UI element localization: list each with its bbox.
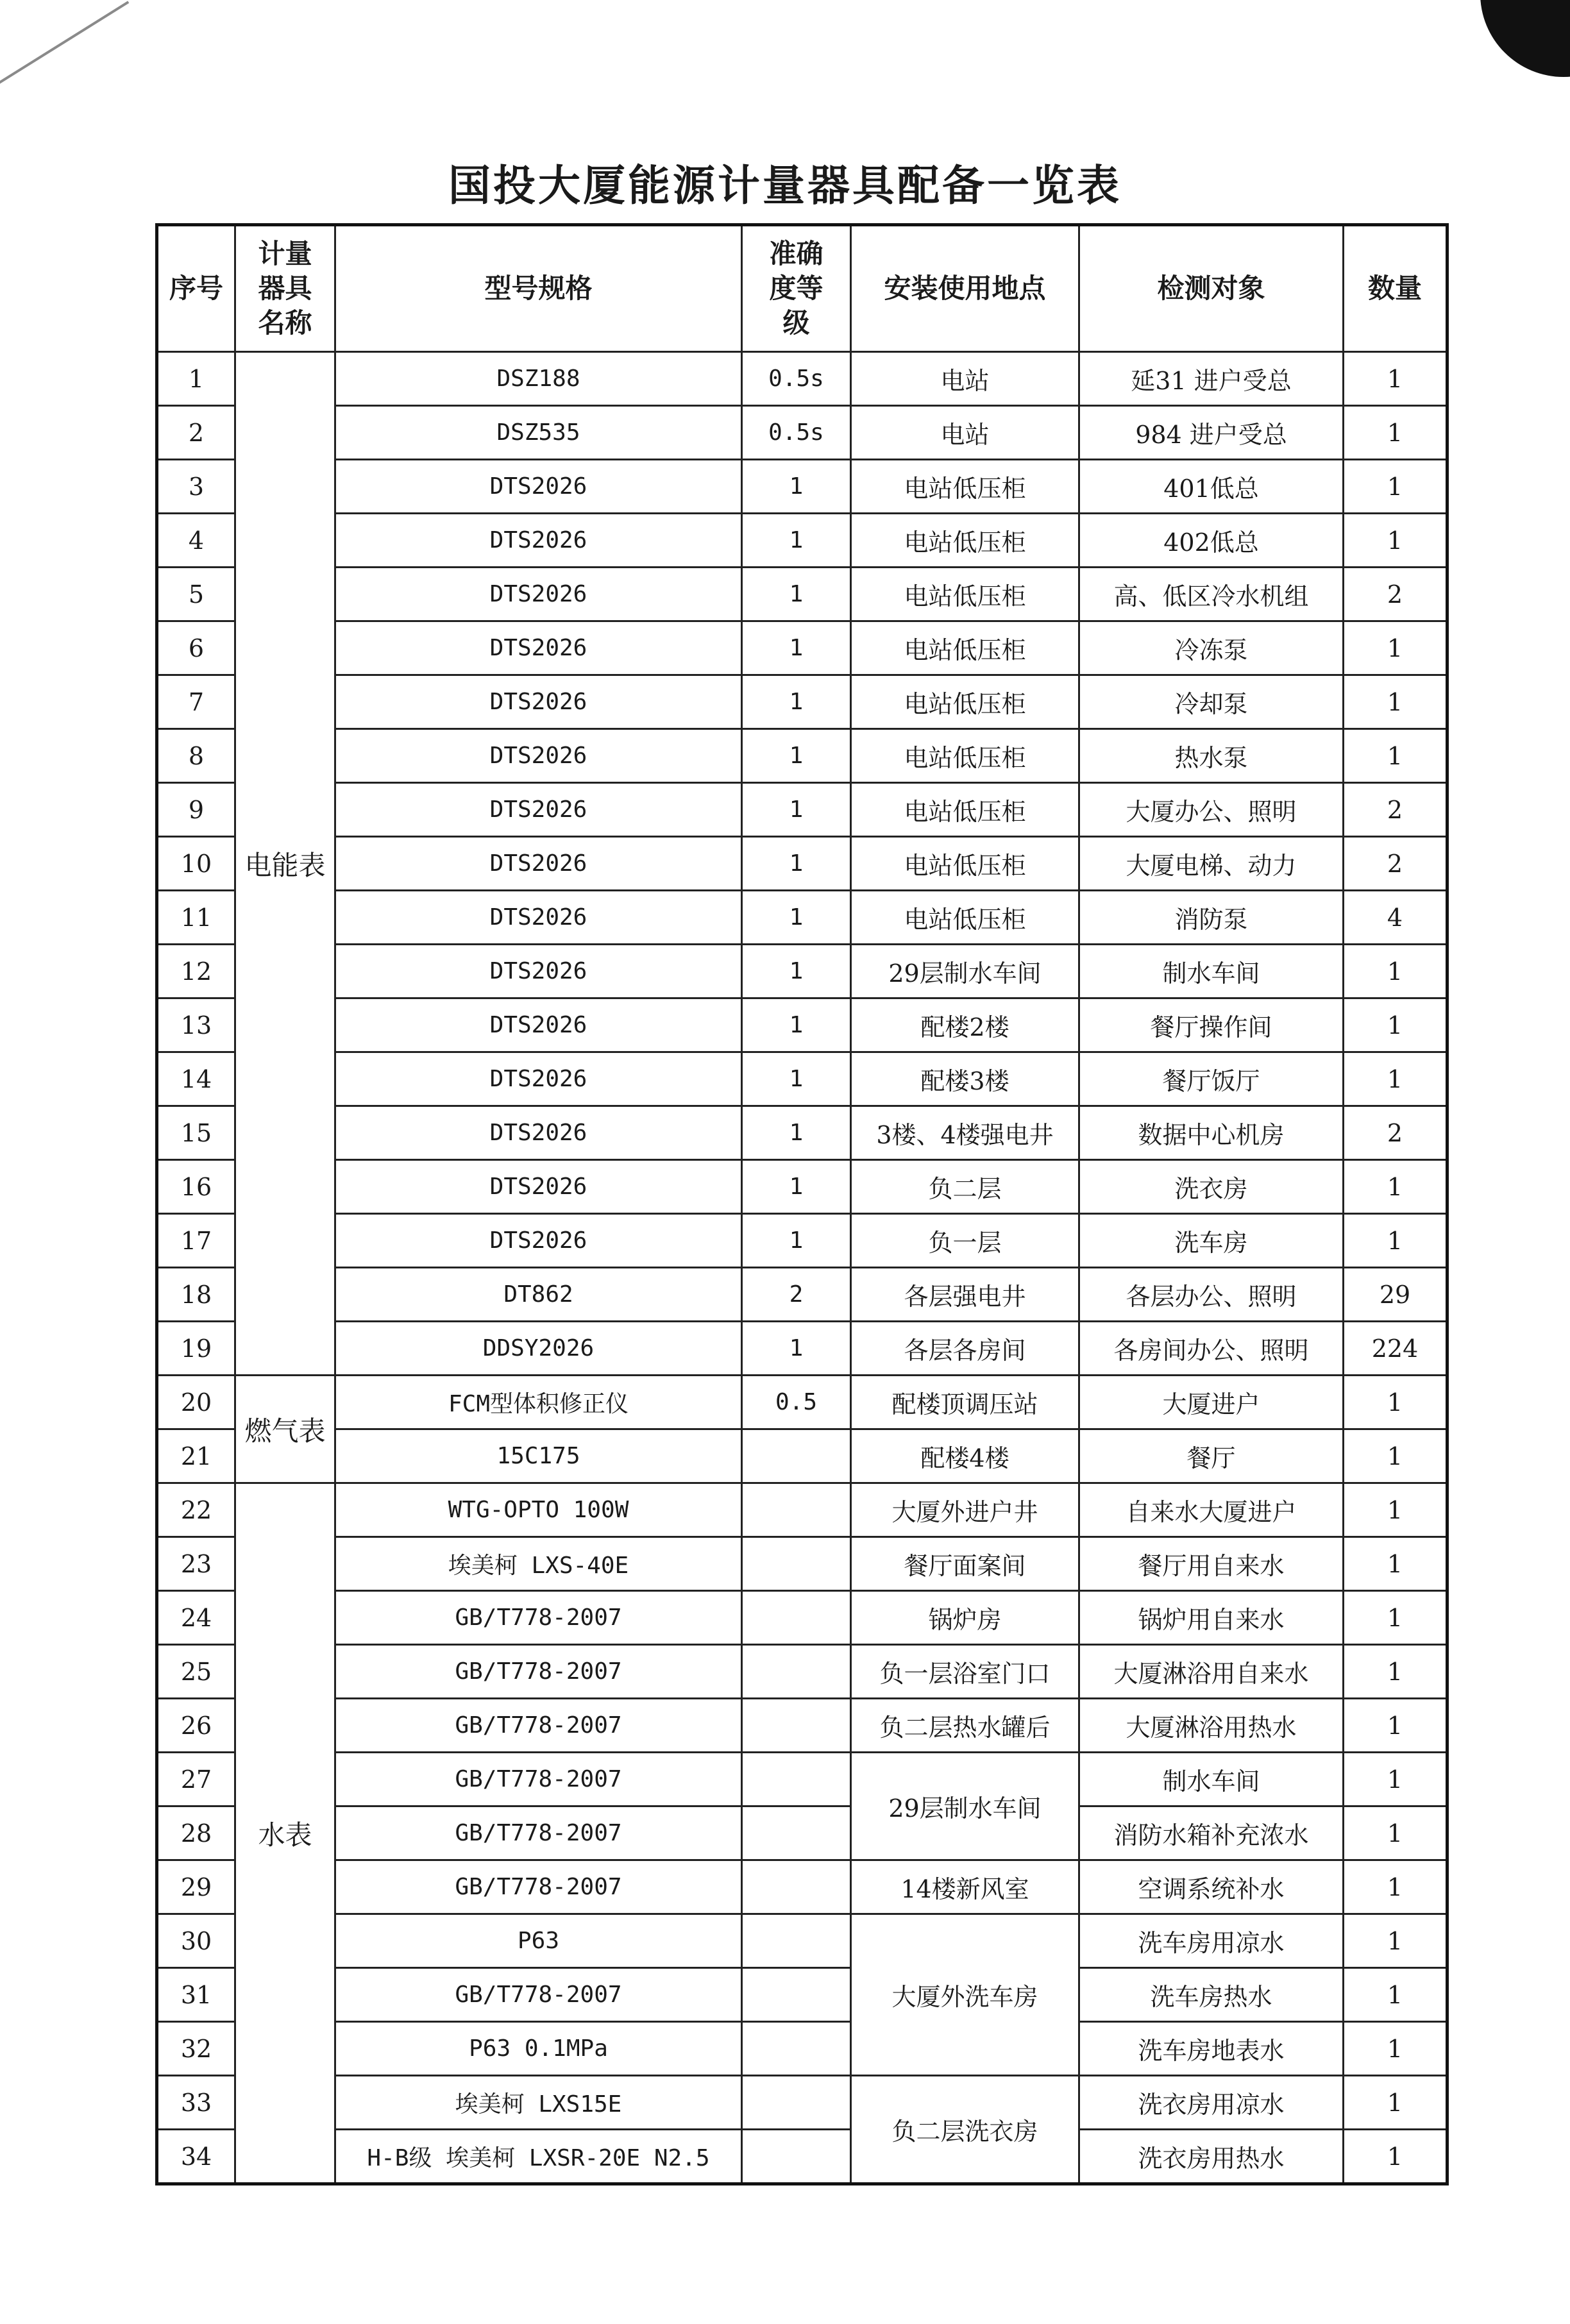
accuracy-cell [742,1914,851,1968]
location-cell: 电站低压柜 [851,621,1079,675]
location-cell: 电站低压柜 [851,729,1079,783]
model-cell: GB/T778-2007 [335,1699,742,1753]
qty-cell: 1 [1344,1806,1448,1860]
location-cell: 电站低压柜 [851,675,1079,729]
accuracy-cell: 0.5 [742,1376,851,1429]
target-cell: 冷冻泵 [1079,621,1344,675]
model-cell: DTS2026 [335,945,742,998]
location-cell: 配楼3楼 [851,1052,1079,1106]
model-cell: 15C175 [335,1429,742,1483]
header-target: 检测对象 [1079,225,1344,352]
target-cell: 大厦进户 [1079,1376,1344,1429]
table-row [157,1968,1448,2022]
accuracy-cell: 1 [742,837,851,891]
accuracy-cell: 1 [742,675,851,729]
target-cell: 消防水箱补充浓水 [1079,1806,1344,1860]
category-cell: 水表 [235,1483,335,2184]
seq-cell: 5 [157,568,235,621]
accuracy-cell: 1 [742,729,851,783]
location-cell: 电站低压柜 [851,837,1079,891]
accuracy-cell [742,1483,851,1537]
accuracy-cell: 1 [742,568,851,621]
table-body [157,352,1448,2184]
target-cell: 锅炉用自来水 [1079,1591,1344,1645]
target-cell: 餐厅饭厅 [1079,1052,1344,1106]
header-seq: 序号 [157,225,235,352]
table-row [157,1537,1448,1591]
seq-cell: 29 [157,1860,235,1914]
table-row [157,514,1448,568]
qty-cell: 1 [1344,1699,1448,1753]
header-row [157,225,1448,352]
table-row [157,1376,1448,1429]
target-cell: 餐厅用自来水 [1079,1537,1344,1591]
table-row [157,406,1448,460]
table-row [157,891,1448,945]
location-cell: 电站低压柜 [851,891,1079,945]
model-cell: DTS2026 [335,1160,742,1214]
seq-cell: 12 [157,945,235,998]
accuracy-cell: 0.5s [742,352,851,406]
table-row [157,945,1448,998]
location-cell: 负二层洗衣房 [851,2076,1079,2184]
qty-cell: 1 [1344,1537,1448,1591]
qty-cell: 224 [1344,1322,1448,1376]
seq-cell: 17 [157,1214,235,1268]
accuracy-cell [742,1699,851,1753]
qty-cell: 1 [1344,675,1448,729]
qty-cell: 1 [1344,406,1448,460]
scan-shadow [1480,0,1570,77]
location-cell: 29层制水车间 [851,945,1079,998]
model-cell: GB/T778-2007 [335,1645,742,1699]
model-cell: DTS2026 [335,729,742,783]
header-model: 型号规格 [335,225,742,352]
location-cell: 电站低压柜 [851,514,1079,568]
qty-cell: 1 [1344,998,1448,1052]
table-row [157,460,1448,514]
location-cell: 电站 [851,352,1079,406]
seq-cell: 19 [157,1322,235,1376]
qty-cell: 1 [1344,945,1448,998]
qty-cell: 1 [1344,2076,1448,2130]
seq-cell: 28 [157,1806,235,1860]
seq-cell: 34 [157,2130,235,2184]
seq-cell: 3 [157,460,235,514]
header-qty: 数量 [1344,225,1448,352]
table-row [157,2022,1448,2076]
qty-cell: 2 [1344,783,1448,837]
seq-cell: 13 [157,998,235,1052]
accuracy-cell: 1 [742,998,851,1052]
seq-cell: 23 [157,1537,235,1591]
seq-cell: 22 [157,1483,235,1537]
model-cell: FCM型体积修正仪 [335,1376,742,1429]
model-cell: GB/T778-2007 [335,1806,742,1860]
accuracy-cell: 1 [742,1214,851,1268]
qty-cell: 1 [1344,1753,1448,1806]
qty-cell: 1 [1344,1968,1448,2022]
target-cell: 402低总 [1079,514,1344,568]
accuracy-cell: 1 [742,514,851,568]
seq-cell: 7 [157,675,235,729]
model-cell: DTS2026 [335,460,742,514]
seq-cell: 26 [157,1699,235,1753]
accuracy-cell [742,1591,851,1645]
accuracy-cell: 1 [742,783,851,837]
model-cell: DDSY2026 [335,1322,742,1376]
accuracy-cell: 1 [742,1160,851,1214]
accuracy-cell [742,1429,851,1483]
qty-cell: 1 [1344,1214,1448,1268]
meter-table [155,223,1449,2185]
accuracy-cell [742,1645,851,1699]
accuracy-cell [742,1753,851,1806]
model-cell: DT862 [335,1268,742,1322]
seq-cell: 11 [157,891,235,945]
accuracy-cell [742,1806,851,1860]
seq-cell: 15 [157,1106,235,1160]
table-row [157,1322,1448,1376]
target-cell: 洗车房热水 [1079,1968,1344,2022]
seq-cell: 18 [157,1268,235,1322]
model-cell: DTS2026 [335,1106,742,1160]
qty-cell: 1 [1344,1052,1448,1106]
seq-cell: 9 [157,783,235,837]
seq-cell: 16 [157,1160,235,1214]
table-row [157,729,1448,783]
target-cell: 延31 进户受总 [1079,352,1344,406]
location-cell: 3楼、4楼强电井 [851,1106,1079,1160]
qty-cell: 1 [1344,460,1448,514]
target-cell: 洗车房地表水 [1079,2022,1344,2076]
qty-cell: 1 [1344,1160,1448,1214]
accuracy-cell: 1 [742,1052,851,1106]
table-row [157,1645,1448,1699]
qty-cell: 2 [1344,1106,1448,1160]
qty-cell: 1 [1344,1483,1448,1537]
header-name: 计量器具名称 [235,225,335,352]
model-cell: 埃美柯 LXS15E [335,2076,742,2130]
location-cell: 大厦外进户井 [851,1483,1079,1537]
seq-cell: 32 [157,2022,235,2076]
model-cell: DSZ535 [335,406,742,460]
target-cell: 各层办公、照明 [1079,1268,1344,1322]
accuracy-cell [742,2130,851,2184]
accuracy-cell: 1 [742,460,851,514]
target-cell: 制水车间 [1079,945,1344,998]
category-cell: 电能表 [235,352,335,1376]
seq-cell: 33 [157,2076,235,2130]
seq-cell: 25 [157,1645,235,1699]
qty-cell: 1 [1344,352,1448,406]
model-cell: DTS2026 [335,837,742,891]
location-cell: 大厦外洗车房 [851,1914,1079,2076]
target-cell: 餐厅 [1079,1429,1344,1483]
target-cell: 洗衣房用热水 [1079,2130,1344,2184]
category-cell: 燃气表 [235,1376,335,1483]
target-cell: 401低总 [1079,460,1344,514]
table-row [157,1860,1448,1914]
qty-cell: 1 [1344,1429,1448,1483]
location-cell: 各层强电井 [851,1268,1079,1322]
seq-cell: 8 [157,729,235,783]
location-cell: 配楼顶调压站 [851,1376,1079,1429]
model-cell: DTS2026 [335,891,742,945]
seq-cell: 20 [157,1376,235,1429]
target-cell: 热水泵 [1079,729,1344,783]
target-cell: 大厦电梯、动力 [1079,837,1344,891]
location-cell: 配楼4楼 [851,1429,1079,1483]
target-cell: 984 进户受总 [1079,406,1344,460]
seq-cell: 30 [157,1914,235,1968]
table-row [157,1268,1448,1322]
table-row [157,783,1448,837]
target-cell: 制水车间 [1079,1753,1344,1806]
qty-cell: 1 [1344,1914,1448,1968]
location-cell: 餐厅面案间 [851,1537,1079,1591]
model-cell: DTS2026 [335,621,742,675]
model-cell: WTG-OPTO 100W [335,1483,742,1537]
seq-cell: 27 [157,1753,235,1806]
qty-cell: 1 [1344,2022,1448,2076]
accuracy-cell: 1 [742,945,851,998]
target-cell: 大厦淋浴用热水 [1079,1699,1344,1753]
accuracy-cell: 1 [742,1322,851,1376]
table-row [157,998,1448,1052]
page-title: 国投大厦能源计量器具配备一览表 [448,160,1122,210]
model-cell: DTS2026 [335,514,742,568]
seq-cell: 2 [157,406,235,460]
location-cell: 电站低压柜 [851,460,1079,514]
qty-cell: 2 [1344,568,1448,621]
table-row [157,1052,1448,1106]
accuracy-cell [742,1537,851,1591]
location-cell: 负二层热水罐后 [851,1699,1079,1753]
seq-cell: 4 [157,514,235,568]
table-row [157,837,1448,891]
qty-cell: 4 [1344,891,1448,945]
qty-cell: 2 [1344,837,1448,891]
location-cell: 29层制水车间 [851,1753,1079,1860]
model-cell: DTS2026 [335,1052,742,1106]
target-cell: 冷却泵 [1079,675,1344,729]
qty-cell: 1 [1344,621,1448,675]
location-cell: 电站低压柜 [851,568,1079,621]
target-cell: 高、低区冷水机组 [1079,568,1344,621]
model-cell: GB/T778-2007 [335,1591,742,1645]
target-cell: 大厦办公、照明 [1079,783,1344,837]
target-cell: 洗衣房用凉水 [1079,2076,1344,2130]
qty-cell: 1 [1344,1376,1448,1429]
target-cell: 洗衣房 [1079,1160,1344,1214]
model-cell: GB/T778-2007 [335,1860,742,1914]
target-cell: 数据中心机房 [1079,1106,1344,1160]
table-row [157,1753,1448,1806]
target-cell: 自来水大厦进户 [1079,1483,1344,1537]
qty-cell: 1 [1344,2130,1448,2184]
seq-cell: 10 [157,837,235,891]
target-cell: 各房间办公、照明 [1079,1322,1344,1376]
table-row [157,1429,1448,1483]
qty-cell: 1 [1344,1591,1448,1645]
seq-cell: 21 [157,1429,235,1483]
accuracy-cell [742,2076,851,2130]
model-cell: DTS2026 [335,998,742,1052]
table-row [157,352,1448,406]
location-cell: 锅炉房 [851,1591,1079,1645]
target-cell: 消防泵 [1079,891,1344,945]
model-cell: DSZ188 [335,352,742,406]
location-cell: 电站 [851,406,1079,460]
seq-cell: 31 [157,1968,235,2022]
accuracy-cell: 0.5s [742,406,851,460]
table-row [157,1699,1448,1753]
location-cell: 电站低压柜 [851,783,1079,837]
location-cell: 14楼新风室 [851,1860,1079,1914]
qty-cell: 1 [1344,1645,1448,1699]
model-cell: DTS2026 [335,568,742,621]
table-row [157,1914,1448,1968]
model-cell: P63 0.1MPa [335,2022,742,2076]
location-cell: 配楼2楼 [851,998,1079,1052]
model-cell: DTS2026 [335,1214,742,1268]
table-row [157,1483,1448,1537]
table-row [157,675,1448,729]
accuracy-cell: 1 [742,1106,851,1160]
qty-cell: 1 [1344,1860,1448,1914]
table-row [157,1160,1448,1214]
model-cell: GB/T778-2007 [335,1968,742,2022]
table-row [157,621,1448,675]
location-cell: 负一层 [851,1214,1079,1268]
model-cell: DTS2026 [335,675,742,729]
target-cell: 洗车房 [1079,1214,1344,1268]
model-cell: DTS2026 [335,783,742,837]
table-row [157,2076,1448,2130]
table-row [157,1214,1448,1268]
model-cell: GB/T778-2007 [335,1753,742,1806]
header-accuracy: 准确度等级 [742,225,851,352]
qty-cell: 1 [1344,729,1448,783]
location-cell: 负二层 [851,1160,1079,1214]
location-cell: 负一层浴室门口 [851,1645,1079,1699]
table-row [157,1806,1448,1860]
qty-cell: 1 [1344,514,1448,568]
location-cell: 各层各房间 [851,1322,1079,1376]
model-cell: P63 [335,1914,742,1968]
accuracy-cell [742,2022,851,2076]
table-row [157,568,1448,621]
scan-edge [0,1,129,91]
table-row [157,2130,1448,2184]
target-cell: 空调系统补水 [1079,1860,1344,1914]
target-cell: 洗车房用凉水 [1079,1914,1344,1968]
model-cell: 埃美柯 LXS-40E [335,1537,742,1591]
qty-cell: 29 [1344,1268,1448,1322]
model-cell: H-B级 埃美柯 LXSR-20E N2.5 [335,2130,742,2184]
accuracy-cell [742,1968,851,2022]
seq-cell: 1 [157,352,235,406]
table-row [157,1591,1448,1645]
seq-cell: 14 [157,1052,235,1106]
header-location: 安装使用地点 [851,225,1079,352]
accuracy-cell: 1 [742,621,851,675]
accuracy-cell [742,1860,851,1914]
accuracy-cell: 1 [742,891,851,945]
target-cell: 大厦淋浴用自来水 [1079,1645,1344,1699]
target-cell: 餐厅操作间 [1079,998,1344,1052]
table-row [157,1106,1448,1160]
seq-cell: 24 [157,1591,235,1645]
accuracy-cell: 2 [742,1268,851,1322]
seq-cell: 6 [157,621,235,675]
